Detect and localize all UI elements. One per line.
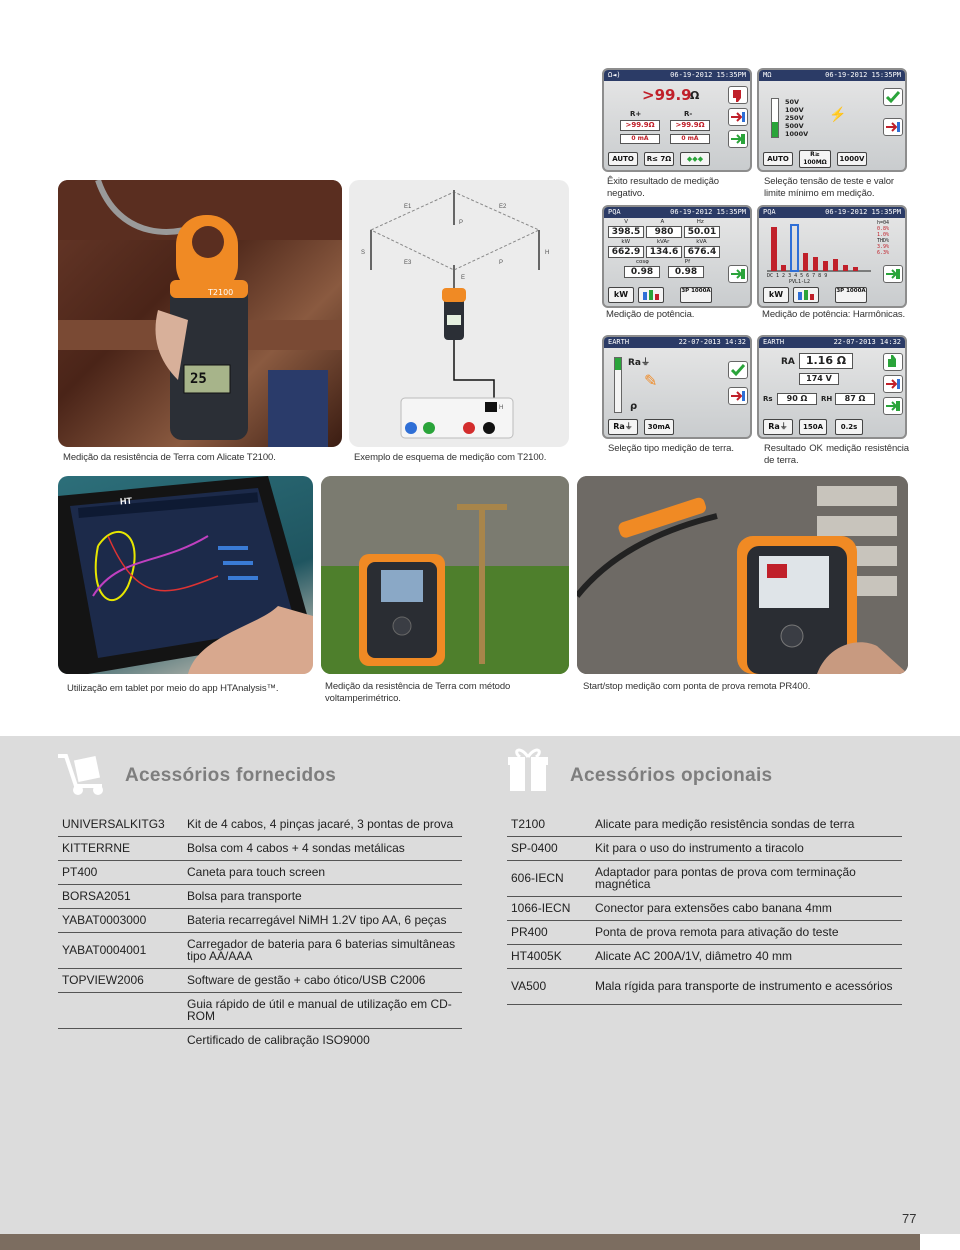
lcd3-val-kvar: 134.6	[646, 246, 682, 258]
lcd3-label-kw: kW	[621, 239, 631, 245]
lcd4-legend	[877, 220, 889, 256]
save-icon	[883, 397, 903, 415]
lcd1-ma2: 0 mA	[670, 134, 710, 144]
optional-table	[507, 812, 902, 1005]
lcd3-header: PQA	[608, 208, 621, 216]
optional-title: Acessórios opcionais	[570, 765, 773, 786]
accessory-row	[507, 944, 902, 968]
accessory-code: YABAT0003000	[58, 908, 183, 932]
accessory-description: Guia rápido de útil e manual de utilização em CD-ROM	[183, 992, 462, 1028]
lcd2-volt-500: 500V	[785, 122, 804, 130]
lcd3-label-cos: cosφ	[635, 259, 649, 265]
arrow-in-icon	[883, 375, 903, 393]
accessory-code	[58, 1028, 183, 1052]
caption-lcd6: Resultado OK medição resistência de terra.	[764, 443, 909, 466]
lcd6-date: 22-07-2013 14:32	[833, 338, 901, 346]
accessory-row	[58, 908, 462, 932]
lcd3-3p-button: 3P 1000A	[680, 287, 712, 303]
lcd5-header: EARTH	[608, 338, 630, 346]
accessory-row	[58, 968, 462, 992]
lcd3-label-hz: Hz	[696, 219, 704, 225]
accessory-row	[507, 812, 902, 836]
lcd4-sub: PVL1-L2	[789, 279, 811, 285]
lcd6-ra-value: 1.16 Ω	[799, 353, 853, 369]
accessory-description: Bolsa para transporte	[183, 884, 462, 908]
lcd2-r-button: R≥ 100MΩ	[799, 150, 831, 168]
lcd1-dots-button: ◆◆◆	[680, 152, 710, 166]
lcd4-3p-button: 3P 1000A	[835, 287, 867, 303]
lcd5-ma-button: 30mA	[644, 419, 674, 435]
lcd-continuity-screen	[602, 68, 752, 172]
supplied-table	[58, 812, 462, 1052]
lcd-harmonics-screen	[757, 205, 907, 308]
lcd6-rs-value: 90 Ω	[777, 393, 817, 405]
lcd4-legend-2: 1.0%	[877, 232, 890, 238]
lcd3-val-v: 398.5	[608, 226, 644, 238]
lcd1-unit: Ω	[690, 89, 700, 102]
lcd3-val-cos: 0.98	[624, 266, 660, 278]
lcd1-value: >99.9	[642, 86, 692, 104]
caption-lcd5: Seleção tipo medição de terra.	[608, 443, 734, 454]
caption-scheme: Exemplo de esquema de medição com T2100.	[354, 452, 547, 463]
accessory-description: Alicate AC 200A/1V, diâmetro 40 mm	[591, 944, 902, 968]
accessory-code: UNIVERSALKITG3	[58, 812, 183, 836]
caption-clamp: Medição da resistência de Terra com Alicate T2100.	[63, 452, 276, 463]
lcd5-ra-label: Ra⏚	[628, 358, 651, 368]
supplied-title: Acessórios fornecidos	[125, 765, 337, 786]
lcd3-val-pf: 0.98	[668, 266, 704, 278]
lcd2-level-bar	[771, 98, 779, 138]
check-icon	[728, 361, 748, 379]
accessory-code	[58, 992, 183, 1028]
accessory-code: SP-0400	[507, 836, 591, 860]
lcd3-label-kva: kVA	[696, 239, 707, 245]
thumbs-down-icon	[728, 86, 748, 104]
caption-voltamper: Medição da resistência de Terra com método voltamperimétrico.	[325, 681, 511, 704]
accessory-row	[507, 896, 902, 920]
lcd6-v-value: 174 V	[799, 373, 839, 385]
accessory-row	[58, 884, 462, 908]
accessory-code: YABAT0004001	[58, 932, 183, 968]
caption-lcd3: Medição de potência.	[606, 309, 695, 320]
lcd-power-screen	[602, 205, 752, 308]
supplied-rows	[58, 812, 462, 1052]
save-icon	[883, 265, 903, 283]
diagram-label-h1: H	[545, 250, 550, 256]
lcd2-volt-100: 100V	[785, 106, 804, 114]
accessory-description: Ponta de prova remota para ativação do teste	[591, 920, 902, 944]
accessory-code: 1066-IECN	[507, 896, 591, 920]
accessory-description: Adaptador para pontas de prova com terminação magnética	[591, 860, 902, 896]
accessory-row	[58, 812, 462, 836]
accessory-code: BORSA2051	[58, 884, 183, 908]
lcd5-selector-bar	[614, 357, 622, 413]
save-icon	[728, 130, 748, 148]
voltamperimetric-photo	[321, 476, 569, 674]
accessory-row	[507, 920, 902, 944]
lcd6-ra-label: RA	[781, 357, 795, 367]
tablet-photo	[58, 476, 313, 674]
lcd6-ra-button: Ra⏚	[763, 419, 793, 435]
check-icon	[883, 88, 903, 106]
accessory-description: Caneta para touch screen	[183, 860, 462, 884]
lcd3-label-v: V	[624, 219, 628, 225]
lcd3-val-a: 980	[646, 226, 682, 238]
lcd4-chart-button	[793, 287, 819, 303]
diagram-label-s: S	[361, 250, 366, 256]
lcd1-r-button: R≤ 7Ω	[644, 152, 674, 166]
lightning-icon: ⚡	[829, 106, 847, 122]
diagram-label-e3: E3	[404, 260, 412, 266]
lcd5-rho-label: ρ	[630, 401, 638, 412]
accessory-description: Conector para extensões cabo banana 4mm	[591, 896, 902, 920]
lcd2-volt-50: 50V	[785, 98, 800, 106]
caption-tablet: Utilização em tablet por meio do app HTAnalysis™.	[67, 683, 279, 694]
accessory-description: Alicate para medição resistência sondas de terra	[591, 812, 902, 836]
lcd2-volt-250: 250V	[785, 114, 804, 122]
accessory-row	[58, 1028, 462, 1052]
lcd1-rminus-value: >99.9Ω	[670, 120, 710, 131]
lcd1-header: Ω◄)	[608, 71, 621, 79]
lcd1-rplus: R+	[630, 110, 642, 118]
lcd6-header: EARTH	[763, 338, 785, 346]
lcd4-header: PQA	[763, 208, 776, 216]
lcd3-chart-button	[638, 287, 664, 303]
lcd3-kw-button: kW	[608, 287, 634, 303]
diagram-label-e1: E1	[404, 204, 412, 210]
accessory-description: Kit de 4 cabos, 4 pinças jacaré, 3 pontas de prova	[183, 812, 462, 836]
arrow-in-icon	[883, 118, 903, 136]
diagram-label-p2: P	[459, 220, 464, 226]
lcd3-val-hz: 50.01	[684, 226, 720, 238]
diagram-label-e4: E	[461, 275, 466, 281]
diagram-label-h2: H	[499, 405, 504, 411]
accessory-description: Software de gestão + cabo ótico/USB C2006	[183, 968, 462, 992]
accessory-code: KITTERRNE	[58, 836, 183, 860]
accessory-code: TOPVIEW2006	[58, 968, 183, 992]
lcd6-rh-label: RH	[821, 395, 833, 403]
accessory-row	[58, 932, 462, 968]
lcd-insulation-screen	[757, 68, 907, 172]
lcd6-a-button: 150A	[799, 419, 827, 435]
lcd-earth-result-screen	[757, 335, 907, 439]
lcd4-axis: DC 1 2 3 4 5 6 7 8 9	[767, 273, 828, 279]
lcd2-volt-1000: 1000V	[785, 130, 809, 138]
caption-lcd2: Seleção tensão de teste e valor limite mínimo em medição.	[764, 176, 894, 199]
lcd3-label-kvar: kVAr	[656, 239, 670, 245]
accessory-description: Carregador de bateria para 6 baterias simultâneas tipo AA/AAA	[183, 932, 462, 968]
lcd6-rh-value: 87 Ω	[835, 393, 875, 405]
diagram-label-p1: P	[499, 260, 504, 266]
lcd4-legend-4: 3.9%	[877, 244, 890, 250]
accessory-row	[507, 860, 902, 896]
arrow-in-icon	[728, 387, 748, 405]
page-number: 77	[902, 1211, 917, 1226]
lcd3-label-pf: Pf	[684, 259, 691, 265]
gift-icon	[506, 745, 550, 798]
thumbs-up-icon	[883, 353, 903, 371]
accessory-row	[507, 836, 902, 860]
clamp-brand-label: T2100	[208, 288, 234, 297]
caption-remote: Start/stop medição com ponta de prova remota PR400.	[583, 681, 811, 692]
lcd2-auto-button: AUTO	[763, 152, 793, 166]
lcd1-ma1: 0 mA	[620, 134, 660, 144]
accessory-code: PT400	[58, 860, 183, 884]
lcd2-header: MΩ	[763, 71, 772, 79]
lcd4-legend-5: 6.3%	[877, 250, 890, 256]
accessory-code: HT4005K	[507, 944, 591, 968]
caption-lcd4: Medição de potência: Harmônicas.	[762, 309, 906, 320]
probe-icon: ✎	[644, 373, 658, 390]
lcd1-rminus: R-	[684, 110, 693, 118]
accessory-description: Mala rígida para transporte de instrumento e acessórios	[591, 968, 902, 1004]
accessory-code: VA500	[507, 968, 591, 1004]
lcd1-auto-button: AUTO	[608, 152, 638, 166]
lcd4-kw-button: kW	[763, 287, 789, 303]
accessory-row	[58, 836, 462, 860]
tablet-brand-label: HT	[119, 495, 133, 507]
accessory-description: Certificado de calibração ISO9000	[187, 1033, 370, 1048]
lcd2-volt-list	[785, 98, 808, 138]
optional-rows	[507, 812, 902, 1004]
lcd3-date: 06-19-2012 15:35PM	[670, 208, 746, 216]
remote-probe-photo	[577, 476, 908, 674]
diagram-label-e2: E2	[499, 204, 507, 210]
lcd-earth-select-screen	[602, 335, 752, 439]
lcd4-legend-1: 0.8%	[877, 226, 890, 232]
accessory-description: Kit para o uso do instrumento a tiracolo	[591, 836, 902, 860]
save-icon	[728, 265, 748, 283]
lcd3-val-kw: 662.9	[608, 246, 644, 258]
footer-strip	[0, 1234, 920, 1250]
lcd3-label-a: A	[660, 219, 665, 225]
lcd6-rs-label: Rs	[763, 395, 773, 403]
accessory-code: T2100	[507, 812, 591, 836]
lcd1-rplus-value: >99.9Ω	[620, 120, 660, 131]
accessory-row	[58, 992, 462, 1028]
accessory-description: Bateria recarregável NiMH 1.2V tipo AA, 6 peças	[183, 908, 462, 932]
lcd3-val-kva: 676.4	[684, 246, 720, 258]
lcd5-ra-button: Ra⏚	[608, 419, 638, 435]
accessory-row	[507, 968, 902, 1004]
lcd6-s-button: 0.2s	[835, 419, 863, 435]
accessory-row	[58, 860, 462, 884]
lcd2-v-button: 1000V	[837, 152, 867, 166]
arrow-in-icon	[728, 108, 748, 126]
lcd4-legend-3: THD%	[877, 238, 890, 244]
lcd1-date: 06-19-2012 15:35PM	[670, 71, 746, 79]
hand-truck-icon	[56, 752, 108, 801]
lcd4-date: 06-19-2012 15:35PM	[825, 208, 901, 216]
lcd5-date: 22-07-2013 14:32	[678, 338, 746, 346]
measurement-scheme-diagram	[349, 180, 569, 447]
caption-lcd1: Êxito resultado de medição negativo.	[607, 176, 719, 199]
clamp-reading: 25	[190, 371, 207, 387]
lcd4-legend-0: h=04	[877, 220, 890, 226]
clamp-photo	[58, 180, 342, 447]
accessory-code: 606-IECN	[507, 860, 591, 896]
accessory-description: Bolsa com 4 cabos + 4 sondas metálicas	[183, 836, 462, 860]
accessory-code: PR400	[507, 920, 591, 944]
harmonics-bar-chart	[765, 221, 873, 273]
lcd2-date: 06-19-2012 15:35PM	[825, 71, 901, 79]
